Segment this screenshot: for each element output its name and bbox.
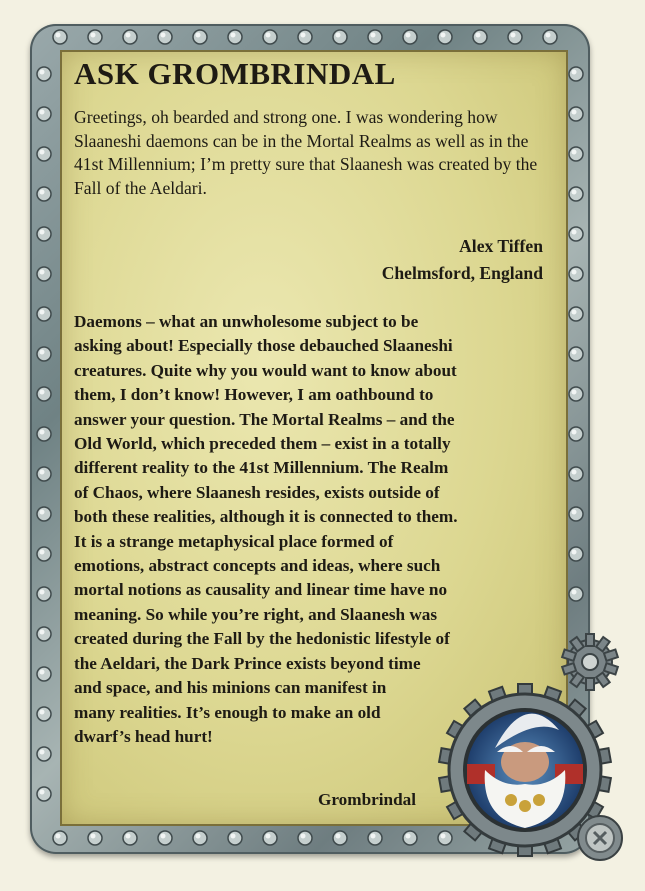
rivet-icon xyxy=(473,30,487,44)
rivet-icon xyxy=(37,667,51,681)
rivet-icon xyxy=(37,267,51,281)
rivet-icon xyxy=(37,587,51,601)
rivet-icon xyxy=(228,30,242,44)
rivet-icon xyxy=(123,30,137,44)
rivet-icon xyxy=(508,30,522,44)
rivet-icon xyxy=(403,831,417,845)
answer-line: creatures. Quite why you would want to know about xyxy=(74,360,457,380)
rivet-icon xyxy=(298,30,312,44)
rivet-icon xyxy=(53,30,67,44)
rivet-icon xyxy=(569,587,583,601)
rivet-icon xyxy=(37,547,51,561)
rivet-icon xyxy=(37,427,51,441)
rivet-icon xyxy=(37,227,51,241)
rivet-icon xyxy=(37,467,51,481)
answer-line: answer your question. The Mortal Realms – and the xyxy=(74,409,455,429)
rivet-icon xyxy=(569,107,583,121)
rivet-icon xyxy=(569,267,583,281)
rivet-icon xyxy=(158,831,172,845)
rivet-icon xyxy=(37,187,51,201)
rivet-icon xyxy=(88,30,102,44)
page-title: ASK GROMBRINDAL xyxy=(74,56,396,91)
answer-line: asking about! Especially those debauched Slaaneshi xyxy=(74,336,453,356)
rivet-icon xyxy=(569,427,583,441)
rivet-icon xyxy=(228,831,242,845)
answer-line: emotions, abstract concepts and ideas, where such xyxy=(74,556,441,576)
rivet-icon xyxy=(569,307,583,321)
rivet-icon xyxy=(298,831,312,845)
rivet-icon xyxy=(263,30,277,44)
rivet-icon xyxy=(569,227,583,241)
rivet-icon xyxy=(37,787,51,801)
answer-line: and space, and his minions can manifest in xyxy=(74,678,387,698)
rivet-icon xyxy=(37,507,51,521)
rivet-icon xyxy=(368,831,382,845)
answer-line: Old World, which preceded them – exist in a totally xyxy=(74,434,451,454)
rivet-icon xyxy=(37,747,51,761)
rivet-icon xyxy=(37,347,51,361)
rivet-icon xyxy=(88,831,102,845)
answer-line: It is a strange metaphysical place formed of xyxy=(74,531,394,551)
rivet-icon xyxy=(158,30,172,44)
rivet-icon xyxy=(53,831,67,845)
answer-line: Daemons – what an unwholesome subject to be xyxy=(74,312,419,331)
rivet-icon xyxy=(569,67,583,81)
dwarf-portrait-cog-icon xyxy=(430,630,630,870)
answer-signature: Grombrindal xyxy=(318,790,417,809)
rivet-icon xyxy=(569,547,583,561)
rivet-icon xyxy=(193,30,207,44)
answer-line: dwarf’s head hurt! xyxy=(74,726,213,746)
answer-line: meaning. So while you’re right, and Slaanesh was xyxy=(74,604,438,624)
rivet-icon xyxy=(569,347,583,361)
rivet-icon xyxy=(37,307,51,321)
answer-line: both these realities, although it is connected to them. xyxy=(74,507,458,527)
answer-line: them, I don’t know! However, I am oathbound to xyxy=(74,385,434,405)
rivet-icon xyxy=(569,387,583,401)
rivet-icon xyxy=(37,627,51,641)
rivet-icon xyxy=(37,67,51,81)
rivet-icon xyxy=(569,507,583,521)
answer-line: created during the Fall by the hedonistic lifestyle of xyxy=(74,629,450,649)
rivet-icon xyxy=(123,831,137,845)
rivet-icon xyxy=(333,831,347,845)
answer-line: of Chaos, where Slaanesh resides, exists outside of xyxy=(74,482,440,502)
rivet-icon xyxy=(543,30,557,44)
rivet-icon xyxy=(403,30,417,44)
reader-letter: Greetings, oh bearded and strong one. I was wondering how Slaaneshi daemons can be in the Mortal Realms as well as in the 41st Millennium; I’m pretty sure that Slaanesh was created by the Fall of the Aeldari. xyxy=(74,107,538,198)
rivet-icon xyxy=(37,387,51,401)
rivet-icon xyxy=(37,147,51,161)
answer-line: the Aeldari, the Dark Prince exists beyond time xyxy=(74,653,421,673)
rivet-icon xyxy=(263,831,277,845)
rivet-icon xyxy=(569,467,583,481)
letter-signature xyxy=(382,233,543,287)
rivet-icon xyxy=(37,707,51,721)
answer-line: different reality to the 41st Millennium. The Realm xyxy=(74,458,449,478)
rivet-icon xyxy=(368,30,382,44)
rivet-icon xyxy=(193,831,207,845)
rivet-icon xyxy=(569,147,583,161)
letter-author: Alex Tiffen xyxy=(459,236,543,256)
rivet-icon xyxy=(333,30,347,44)
rivet-icon xyxy=(438,30,452,44)
letter-location: Chelmsford, England xyxy=(381,263,543,283)
rivet-icon xyxy=(569,187,583,201)
rivet-icon xyxy=(37,107,51,121)
answer-line: many realities. It’s enough to make an old xyxy=(74,702,381,722)
answer-line: mortal notions as causality and linear time have no xyxy=(74,580,448,600)
